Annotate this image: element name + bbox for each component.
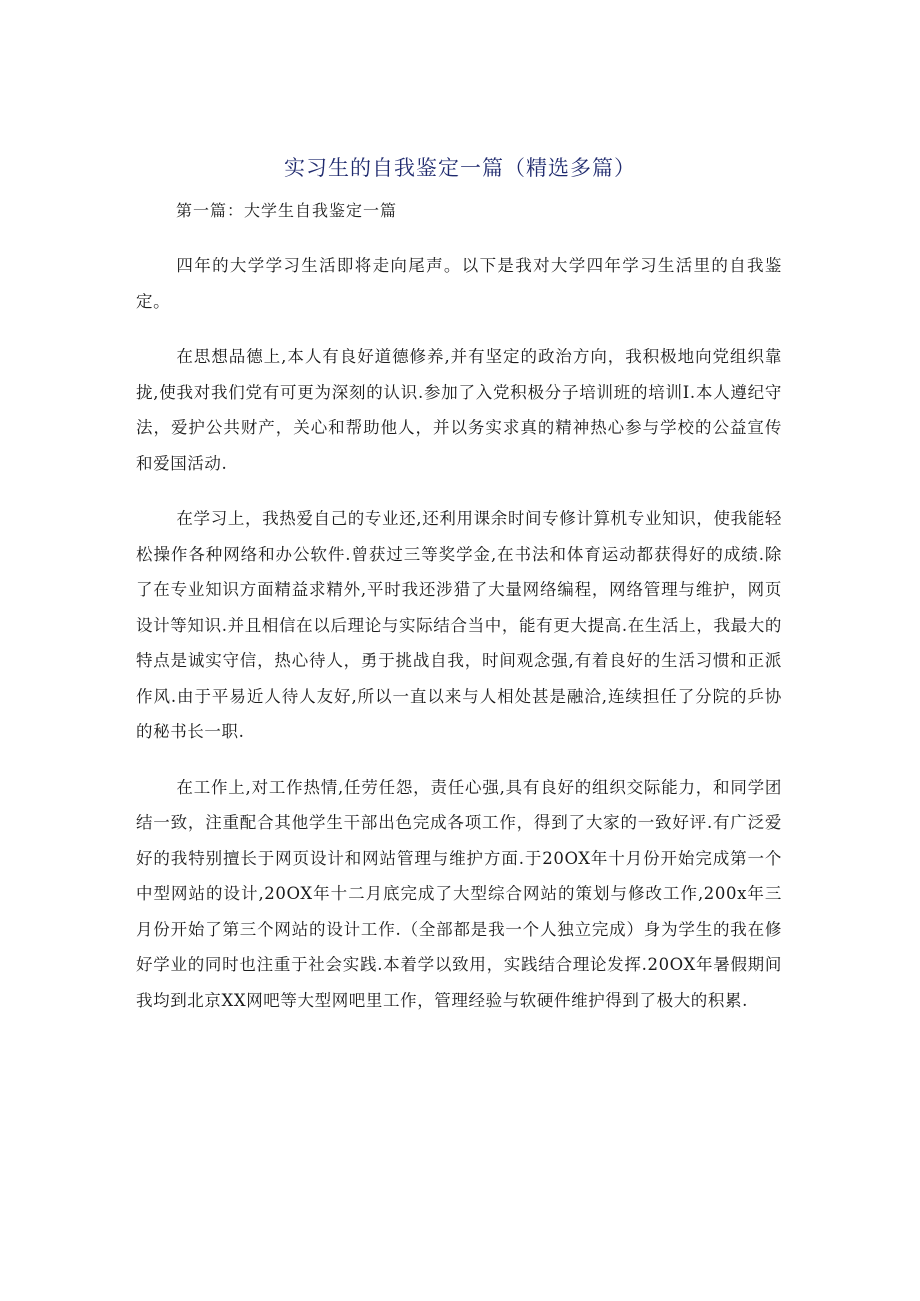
paragraph-ideology: 在思想品德上,本人有良好道德修养,并有坚定的政治方向，我积极地向党组织靠拢,使我对我们党有可更为深刻的认识.参加了入党积极分子培训班的培训I.本人遵纪守法，爱护公共财产，关心和帮助他人，并以务实求真的精神热心参与学校的公益宣传和爱国活动. xyxy=(136,347,782,473)
section-heading: 第一篇：大学生自我鉴定一篇 xyxy=(176,201,398,220)
document-title: 实习生的自我鉴定一篇（精选多篇） xyxy=(284,156,636,180)
document-body xyxy=(136,196,782,1018)
paragraph-study: 在学习上，我热爱自己的专业还,还利用课余时间专修计算机专业知识，使我能轻松操作各种网络和办公软件.曾获过三等奖学金,在书法和体育运动都获得好的成绩.除了在专业知识方面精益求精外,平时我还涉猎了大量网络编程，网络管理与维护，网页设计等知识.并且相信在以后理论与实际结合当中，能有更大提高.在生活上，我最大的特点是诚实守信，热心待人，勇于挑战自我，时间观念强,有着良好的生活习惯和正派作风.由于平易近人待人友好,所以一直以来与人相处甚是融洽,连续担任了分院的乒协的秘书长一职. xyxy=(136,509,782,741)
paragraph-intro: 四年的大学学习生活即将走向尾声。以下是我对大学四年学习生活里的自我鉴定。 xyxy=(136,256,782,311)
paragraph-work: 在工作上,对工作热情,任劳任怨，责任心强,具有良好的组织交际能力，和同学团结一致，注重配合其他学生干部出色完成各项工作，得到了大家的一致好评.有广泛爱好的我特别擅长于网页设计和网站管理与维护方面.于20OX年十月份开始完成第一个中型网站的设计,20OX年十二月底完成了大型综合网站的策划与修改工作,200x年三月份开始了第三个网站的设计工作.（全部都是我一个人独立完成）身为学生的我在修好学业的同时也注重于社会实践.本着学以致用，实践结合理论发挥.20OX年暑假期间我均到北京XX网吧等大型网吧里工作，管理经验与软硬件维护得到了极大的积累. xyxy=(136,777,782,1010)
